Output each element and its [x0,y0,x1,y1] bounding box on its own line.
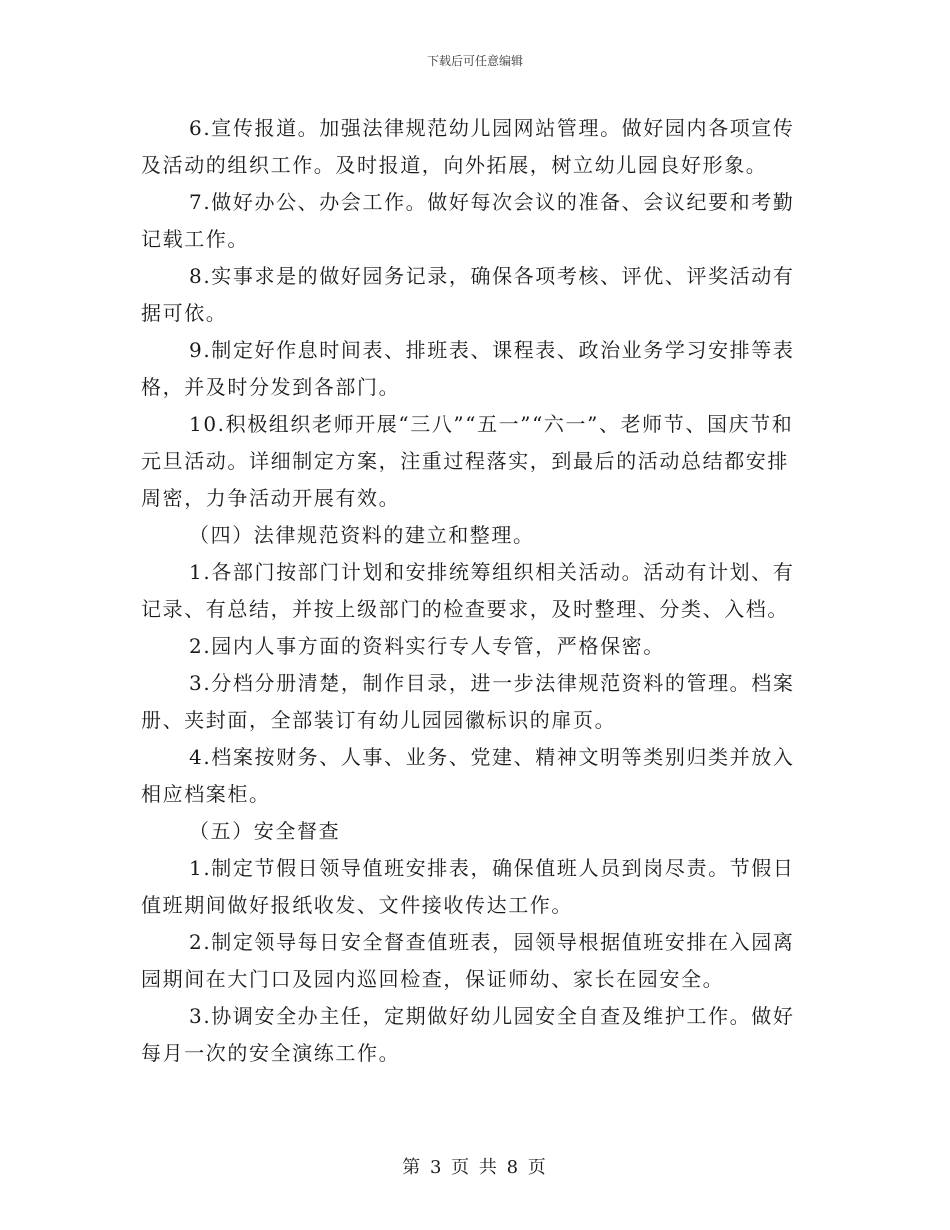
section5-item-1: 1.制定节假日领导值班安排表，确保值班人员到岗尽责。节假日值班期间做好报纸收发、文件接收传达工作。 [141,856,795,917]
paragraph-10: 10.积极组织老师开展“三八”“五一”“六一”、老师节、国庆节和元旦活动。详细制定方案，注重过程落实，到最后的活动总结都安排周密，力争活动开展有效。 [141,412,794,510]
section-heading-5: （五）安全督查 [189,819,341,843]
section4-item-2: 2.园内人事方面的资料实行专人专管，严格保密。 [189,634,665,658]
paragraph-6: 6.宣传报道。加强法律规范幼儿园网站管理。做好园内各项宣传及活动的组织工作。及时报道，向外拓展，树立幼儿园良好形象。 [141,116,795,177]
section4-item-4: 4.档案按财务、人事、业务、党建、精神文明等类别归类并放入相应档案柜。 [141,745,795,806]
page-number-footer: 第 3 页 共 8 页 [402,1157,548,1178]
section4-item-1: 1.各部门按部门计划和安排统筹组织相关活动。活动有计划、有记录、有总结，并按上级部门的检查要求，及时整理、分类、入档。 [141,560,795,621]
section-heading-4: （四）法律规范资料的建立和整理。 [189,523,535,547]
section5-item-3: 3.协调安全办主任，定期做好幼儿园安全自查及维护工作。做好每月一次的安全演练工作。 [141,1004,795,1065]
page-header: 下载后可任意编辑 [426,54,523,68]
paragraph-9: 9.制定好作息时间表、排班表、课程表、政治业务学习安排等表格，并及时分发到各部门。 [141,338,795,399]
section5-item-2: 2.制定领导每日安全督查值班表，园领导根据值班安排在入园离园期间在大门口及园内巡回检查，保证师幼、家长在园安全。 [141,930,795,991]
paragraph-7: 7.做好办公、办会工作。做好每次会议的准备、会议纪要和考勤记载工作。 [141,190,795,251]
section4-item-3: 3.分档分册清楚，制作目录，进一步法律规范资料的管理。档案册、夹封面，全部装订有幼儿园园徽标识的扉页。 [141,671,795,732]
paragraph-8: 8.实事求是的做好园务记录，确保各项考核、评优、评奖活动有据可依。 [141,264,795,325]
document-body [141,110,809,1072]
